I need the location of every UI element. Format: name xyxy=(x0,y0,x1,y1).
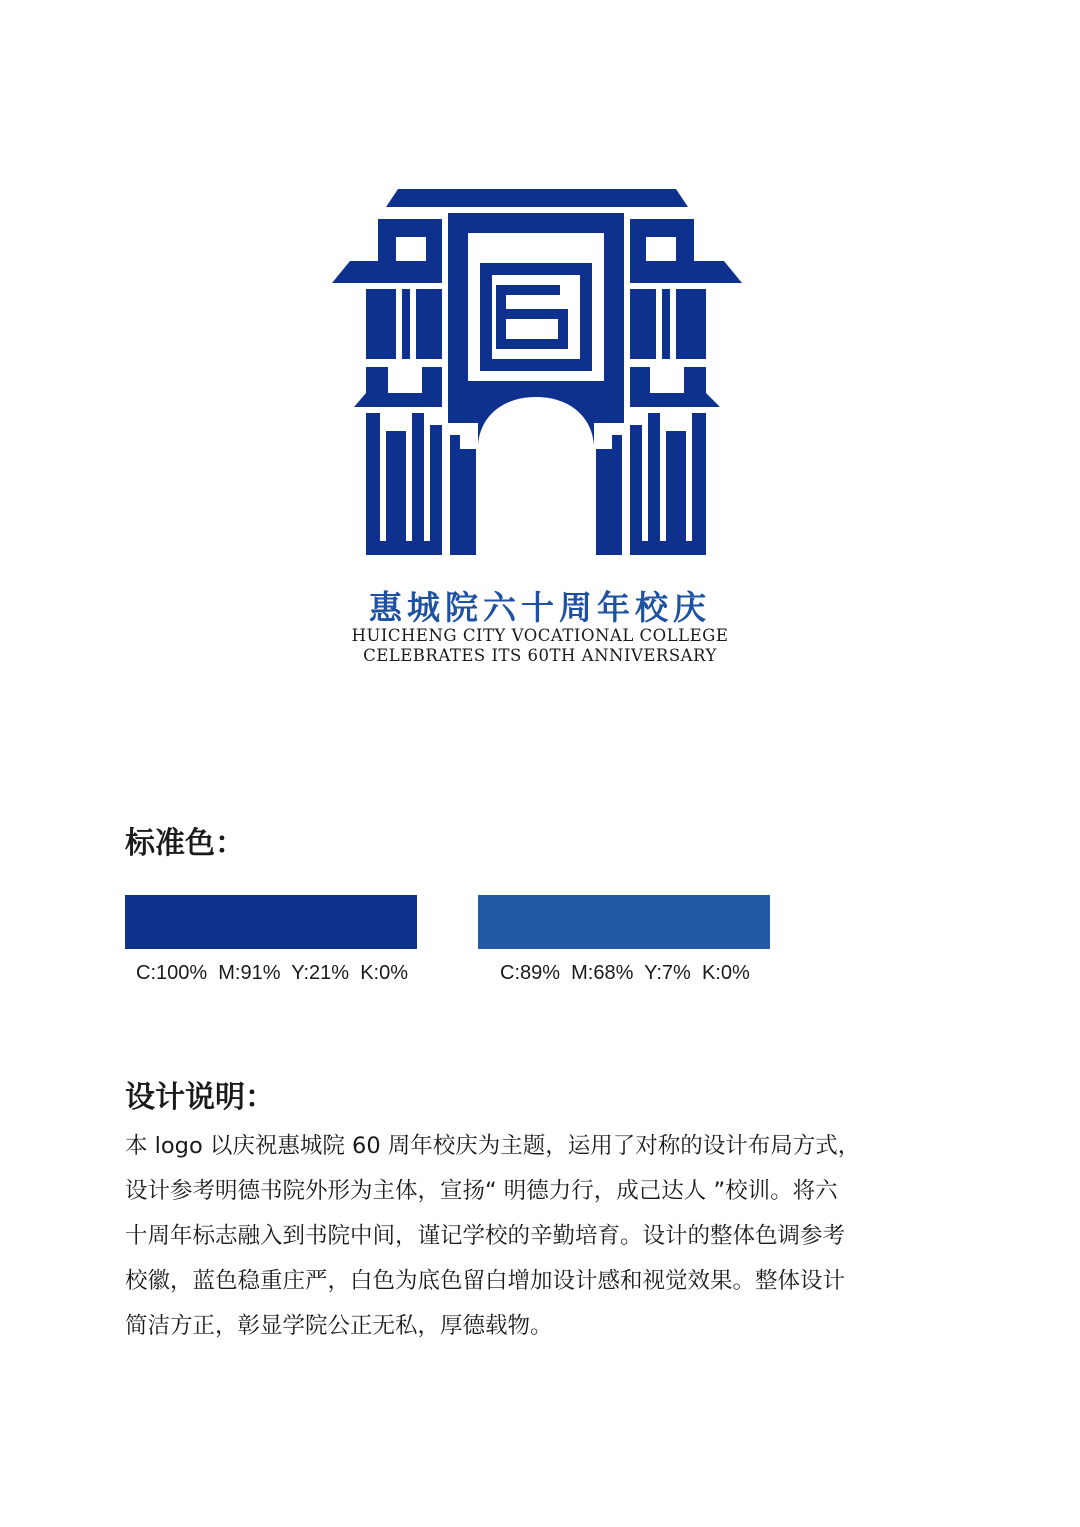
color-swatch-dark-blue-label: C:100% M:91% Y:21% K:0% xyxy=(136,962,409,984)
description-line: 校徽，蓝色稳重庄严，白色为底色留白增加设计感和视觉效果。整体设计 xyxy=(125,1268,846,1294)
logo-title-english-line2: CELEBRATES ITS 60TH ANNIVERSARY xyxy=(363,646,717,665)
description-line: 本 logo 以庆祝惠城院 60 周年校庆为主题，运用了对称的设计布局方式， xyxy=(125,1133,861,1159)
color-swatch-light-blue-label: C:89% M:68% Y:7% K:0% xyxy=(500,962,750,984)
color-swatch-light-blue xyxy=(478,895,770,949)
description-line: 十周年标志融入到书院中间，谨记学校的辛勤培育。设计的整体色调参考 xyxy=(125,1223,846,1249)
design-description-heading: 设计说明： xyxy=(125,1080,275,1115)
color-swatch-dark-blue xyxy=(125,895,417,949)
description-line: 简洁方正，彰显学院公正无私，厚德载物。 xyxy=(125,1313,553,1339)
logo-title-english-line1: HUICHENG CITY VOCATIONAL COLLEGE xyxy=(351,626,729,645)
logo-title-chinese: 惠城院六十周年校庆 xyxy=(369,588,711,627)
college-gate-60-emblem-icon xyxy=(330,185,750,565)
college-logo xyxy=(330,185,750,565)
standard-colors-heading: 标准色： xyxy=(125,826,245,861)
design-description-text xyxy=(125,1124,955,1349)
description-line: 设计参考明德书院外形为主体，宣扬“ 明德力行，成己达人 ”校训。将六 xyxy=(125,1178,838,1204)
